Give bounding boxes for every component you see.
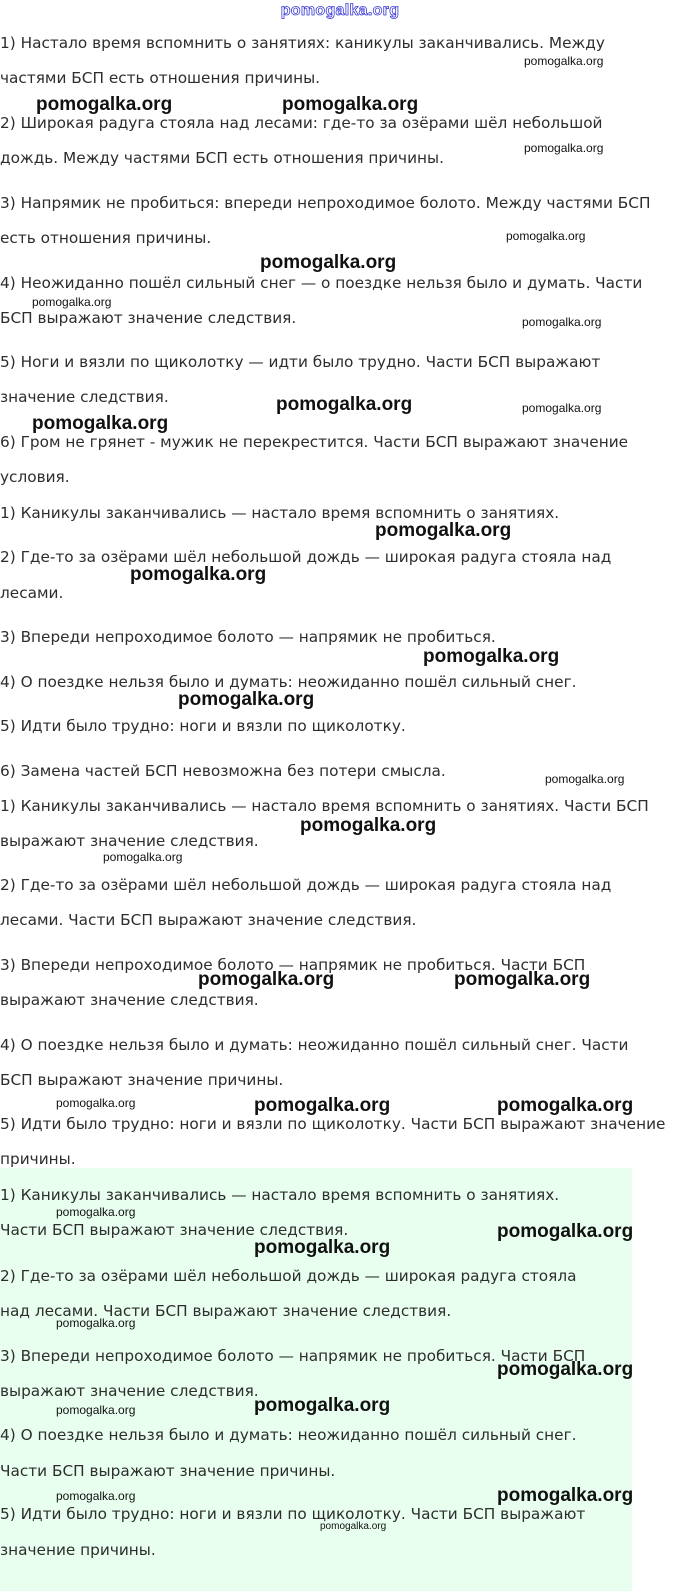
text-line: 6) Замена частей БСП невозможна без потери смысла. (0, 762, 446, 780)
watermark: pomogalka.org (375, 520, 512, 541)
text-line: 3) Впереди непроходимое болото — напрямик не пробиться. (0, 628, 496, 646)
text-line: 2) Где-то за озёрами шёл небольшой дождь — широкая радуга стояла над (0, 548, 612, 566)
watermark: pomogalka.org (506, 229, 586, 243)
watermark: pomogalka.org (103, 850, 183, 864)
text-line: 6) Гром не грянет - мужик не перекрестится. Части БСП выражают значение (0, 433, 629, 451)
watermark: pomogalka.org (198, 969, 335, 990)
watermark: pomogalka.org (497, 1359, 634, 1380)
text-line: 4) О поездке нельзя было и думать: неожиданно пошёл сильный снег. (0, 1426, 577, 1444)
site-logo: pomogalka.org (280, 2, 400, 19)
watermark: pomogalka.org (56, 1096, 136, 1110)
text-line: выражают значение следствия. (0, 1382, 259, 1400)
text-line: выражают значение следствия. (0, 991, 259, 1009)
watermark: pomogalka.org (497, 1095, 634, 1116)
watermark: pomogalka.org (56, 1403, 136, 1417)
text-line: значение следствия. (0, 388, 169, 406)
text-line: 3) Напрямик не пробиться: впереди непроходимое болото. Между частями БСП (0, 194, 651, 212)
watermark: pomogalka.org (282, 94, 419, 115)
text-line: БСП выражают значение причины. (0, 1071, 284, 1089)
text-line: 5) Идти было трудно: ноги и вязли по щиколотку. (0, 717, 406, 735)
text-line: 4) О поездке нельзя было и думать: неожиданно пошёл сильный снег. Части (0, 1036, 629, 1054)
text-line: выражают значение следствия. (0, 832, 259, 850)
text-line: лесами. (0, 584, 64, 602)
text-line: Части БСП выражают значение причины. (0, 1462, 336, 1480)
text-line: 3) Впереди непроходимое болото — напрямик не пробиться. Части БСП (0, 956, 586, 974)
watermark: pomogalka.org (524, 141, 604, 155)
watermark: pomogalka.org (454, 969, 591, 990)
watermark: pomogalka.org (522, 315, 602, 329)
watermark: pomogalka.org (56, 1489, 136, 1503)
watermark: pomogalka.org (522, 401, 602, 415)
text-line: значение причины. (0, 1541, 156, 1559)
text-line: 3) Впереди непроходимое болото — напрямик не пробиться. Части БСП (0, 1347, 586, 1365)
watermark: pomogalka.org (254, 1237, 391, 1258)
text-line: 1) Каникулы заканчивались — настало время вспомнить о занятиях. Части БСП (0, 797, 649, 815)
text-line: дождь. Между частями БСП есть отношения причины. (0, 149, 444, 167)
text-line: 5) Идти было трудно: ноги и вязли по щиколотку. Части БСП выражают (0, 1505, 586, 1523)
watermark: pomogalka.org (524, 54, 604, 68)
watermark: pomogalka.org (545, 772, 625, 786)
text-line: 1) Каникулы заканчивались — настало время вспомнить о занятиях. (0, 504, 560, 522)
watermark: pomogalka.org (56, 1205, 136, 1219)
text-line: 4) О поездке нельзя было и думать: неожиданно пошёл сильный снег. (0, 673, 577, 691)
text-line: 2) Где-то за озёрами шёл небольшой дождь — широкая радуга стояла (0, 1267, 577, 1285)
watermark: pomogalka.org (178, 689, 315, 710)
text-line: 2) Широкая радуга стояла над лесами: где-то за озёрами шёл небольшой (0, 114, 603, 132)
watermark: pomogalka.org (497, 1221, 634, 1242)
text-line: БСП выражают значение следствия. (0, 309, 297, 327)
text-line: 2) Где-то за озёрами шёл небольшой дождь — широкая радуга стояла над (0, 876, 612, 894)
text-line: Части БСП выражают значение следствия. (0, 1221, 349, 1239)
text-line: 5) Ноги и вязли по щиколотку — идти было трудно. Части БСП выражают (0, 353, 601, 371)
watermark: pomogalka.org (423, 646, 560, 667)
watermark: pomogalka.org (260, 252, 397, 273)
text-line: есть отношения причины. (0, 229, 212, 247)
watermark: pomogalka.org (254, 1095, 391, 1116)
watermark: pomogalka.org (320, 1521, 387, 1532)
text-line: причины. (0, 1150, 76, 1168)
watermark: pomogalka.org (130, 564, 267, 585)
watermark: pomogalka.org (300, 815, 437, 836)
watermark: pomogalka.org (36, 94, 173, 115)
watermark: pomogalka.org (32, 295, 112, 309)
text-line: частями БСП есть отношения причины. (0, 69, 321, 87)
text-line: 4) Неожиданно пошёл сильный снег — о поездке нельзя было и думать. Части (0, 274, 643, 292)
text-line: над лесами. Части БСП выражают значение следствия. (0, 1302, 452, 1320)
watermark: pomogalka.org (32, 413, 169, 434)
watermark: pomogalka.org (56, 1316, 136, 1330)
watermark: pomogalka.org (276, 394, 413, 415)
text-line: лесами. Части БСП выражают значение следствия. (0, 911, 417, 929)
text-line: условия. (0, 468, 70, 486)
text-line: 5) Идти было трудно: ноги и вязли по щиколотку. Части БСП выражают значение (0, 1115, 666, 1133)
text-line: 1) Настало время вспомнить о занятиях: каникулы заканчивались. Между (0, 34, 605, 52)
watermark: pomogalka.org (254, 1395, 391, 1416)
watermark: pomogalka.org (497, 1485, 634, 1506)
text-line: 1) Каникулы заканчивались — настало время вспомнить о занятиях. (0, 1186, 560, 1204)
